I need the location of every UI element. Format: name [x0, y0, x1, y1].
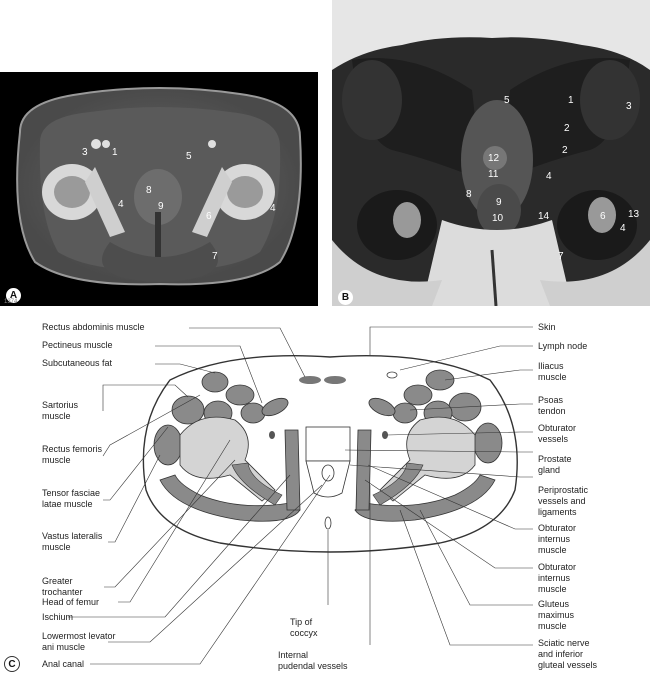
mri-number: 8 — [466, 189, 472, 200]
ct-number: 7 — [212, 251, 218, 262]
mri-number: 4 — [546, 171, 552, 182]
label-iliacus: Iliacus muscle — [538, 361, 567, 382]
anal-canal-shape — [322, 465, 334, 481]
label-obturator-internus-1: Obturator internus muscle — [538, 523, 577, 555]
label-obturator-vessels: Obturator vessels — [538, 423, 577, 444]
label-vastus-lateralis: Vastus lateralis muscle — [42, 531, 103, 552]
label-pectineus: Pectineus muscle — [42, 340, 113, 350]
coccyx-shape — [325, 517, 331, 529]
panel-b-letter: B — [338, 290, 353, 305]
label-head-of-femur: Head of femur — [42, 597, 100, 607]
mri-number: 6 — [600, 211, 606, 222]
ct-number: 8 — [146, 185, 152, 196]
ct-watermark: 1374 — [4, 299, 18, 305]
label-tensor-fasciae-latae: Tensor fasciae latae muscle — [42, 488, 101, 509]
label-skin: Skin — [538, 322, 556, 332]
label-tip-of-coccyx: Tip of coccyx — [290, 617, 318, 638]
mri-number: 4 — [620, 223, 626, 234]
mri-number: 11 — [488, 169, 499, 180]
ct-number: 4 — [270, 203, 276, 214]
mri-number: 13 — [628, 209, 640, 220]
label-greater-trochanter: Greater trochanter — [42, 576, 83, 597]
label-levator-ani: Lowermost levator ani muscle — [42, 631, 116, 652]
label-anal-canal: Anal canal — [42, 659, 85, 669]
mri-number: 1 — [568, 95, 574, 106]
label-sartorius: Sartorius muscle — [42, 400, 79, 421]
label-internal-pudendal: Internal pudendal vessels — [278, 650, 348, 671]
mri-number: 3 — [626, 101, 632, 112]
rectus-abdominis-shape — [324, 376, 346, 384]
panel-c-letter: C — [4, 656, 20, 672]
label-obturator-internus-2: Obturator internus muscle — [538, 562, 577, 594]
label-rectus-femoris: Rectus femoris muscle — [42, 444, 103, 465]
panel-b-mri-image — [332, 0, 650, 306]
label-prostate-gland: Prostate gland — [538, 454, 572, 475]
mri-number: 5 — [504, 95, 510, 106]
mri-number: 12 — [488, 153, 500, 164]
label-subcutaneous-fat: Subcutaneous fat — [42, 358, 113, 368]
prostate-shape — [306, 427, 350, 461]
label-lymph-node: Lymph node — [538, 341, 588, 351]
ct-number: 5 — [186, 151, 192, 162]
panel-a-letter: A — [6, 288, 21, 303]
ct-scan-graphic — [0, 72, 318, 306]
label-ischium: Ischium — [42, 612, 74, 622]
rectus-abdominis-shape — [299, 376, 321, 384]
label-periprostatic: Periprostatic vessels and ligaments — [538, 485, 589, 517]
mri-number: 9 — [496, 197, 502, 208]
ct-number: 6 — [206, 211, 212, 222]
mri-number: 14 — [538, 211, 550, 222]
ct-number: 4 — [118, 199, 124, 210]
mri-number: 10 — [492, 213, 504, 224]
mri-number: 2 — [562, 145, 568, 156]
panel-a-ct-image — [0, 72, 318, 306]
label-sciatic-nerve: Sciatic nerve and inferior gluteal vessels — [538, 638, 598, 670]
mri-number: 2 — [564, 123, 570, 134]
label-rectus-abdominis: Rectus abdominis muscle — [42, 322, 145, 332]
label-gluteus-maximus: Gluteus maximus muscle — [538, 599, 575, 631]
mri-number: 7 — [558, 251, 564, 262]
ct-number: 9 — [158, 201, 164, 212]
ct-number: 1 — [112, 147, 118, 158]
label-psoas-tendon: Psoas tendon — [538, 395, 566, 416]
ct-number: 3 — [82, 147, 88, 158]
